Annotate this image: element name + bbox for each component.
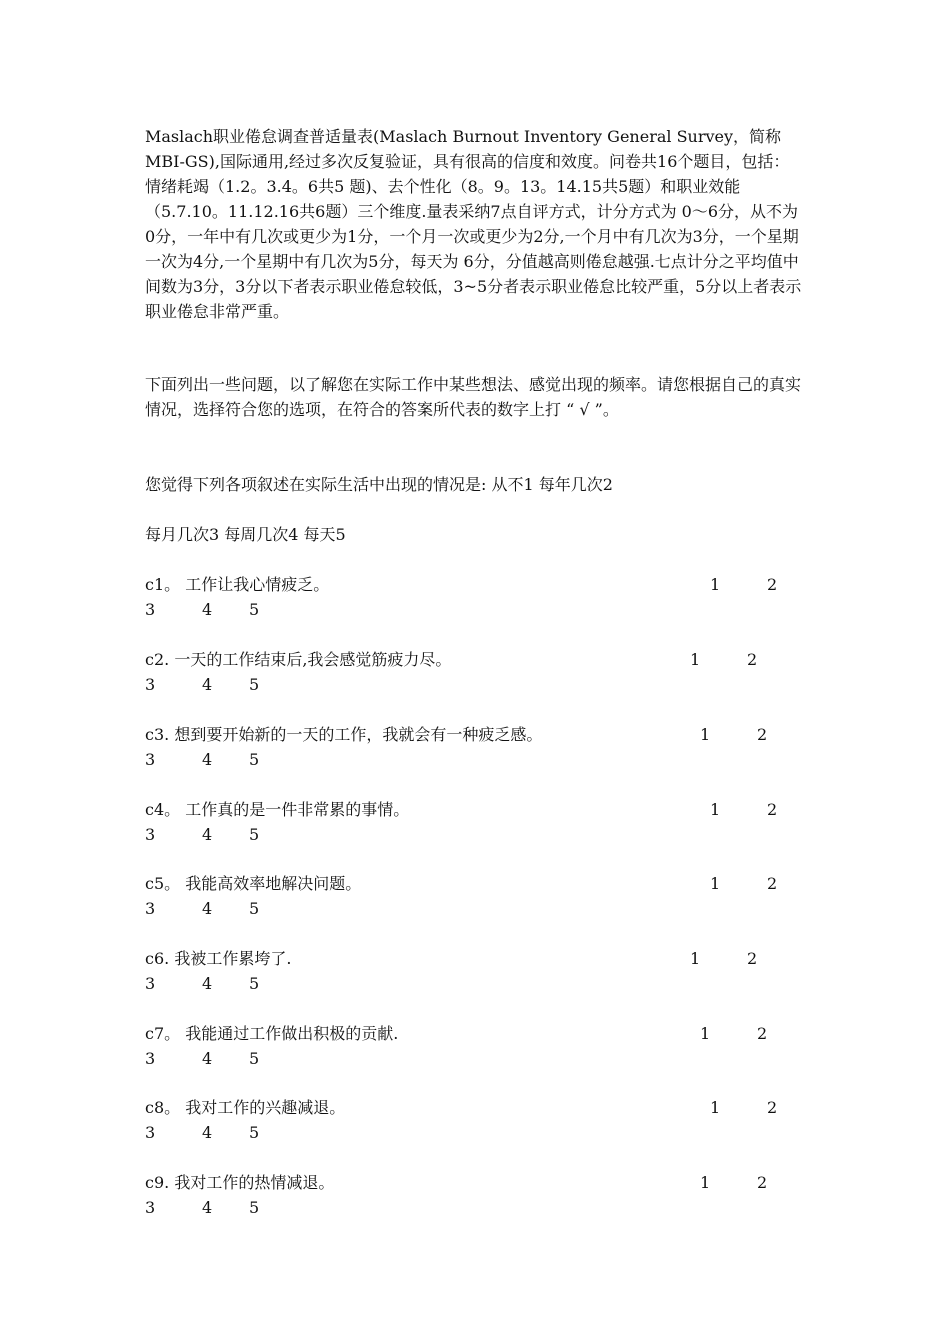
option-5[interactable]: 5: [249, 750, 260, 769]
option-2[interactable]: 2: [757, 1024, 768, 1043]
option-2[interactable]: 2: [747, 650, 758, 669]
option-1[interactable]: 1: [690, 949, 701, 968]
option-5[interactable]: 5: [249, 1198, 260, 1217]
item-question: c3. 想到要开始新的一天的工作，我就会有一种疲乏感。: [145, 725, 543, 744]
option-1[interactable]: 1: [690, 650, 701, 669]
instruction-paragraph: 下面列出一些问题，以了解您在实际工作中某些想法、感觉出现的频率。请您根据自己的真实情况，选择符合您的选项，在符合的答案所代表的数字上打 “ √ ”。: [145, 375, 802, 419]
survey-item-c4: [145, 797, 805, 847]
item-question: c9. 我对工作的热情减退。: [145, 1173, 335, 1192]
item-question: c8。 我对工作的兴趣减退。: [145, 1098, 346, 1117]
option-5[interactable]: 5: [249, 600, 260, 619]
option-2[interactable]: 2: [757, 1173, 768, 1192]
item-question: c1。 工作让我心情疲乏。: [145, 575, 330, 594]
option-3[interactable]: 3: [145, 1123, 156, 1142]
item-question: c4。 工作真的是一件非常累的事情。: [145, 800, 410, 819]
option-3[interactable]: 3: [145, 750, 156, 769]
option-4[interactable]: 4: [202, 974, 213, 993]
option-2[interactable]: 2: [747, 949, 758, 968]
intro-paragraph: Maslach职业倦怠调查普适量表(Maslach Burnout Inventory General Survey，简称MBI-GS),国际通用,经过多次反复验证，具有很高的信度和效度。问卷共16个题目，包括：情绪耗竭（1.2。3.4。6共5 题)、去个性化（8。9。13。14.15共5题）和职业效能（5.7.10。11.12.16共6题）三个维度.量表采纳7点自评方式，计分方式为 0～6分，从不为0分，一年中有几次或更少为1分，一个月一次或更少为2分,一个月中有几次为3分，一个星期一次为4分,一个星期中有几次为5分，每天为 6分，分值越高则倦怠越强.七点计分之平均值中间数为3分，3分以下者表示职业倦怠较低，3~5分者表示职业倦怠比较严重，5分以上者表示职业倦怠非常严重。: [145, 127, 802, 321]
option-2[interactable]: 2: [757, 725, 768, 744]
option-5[interactable]: 5: [249, 899, 260, 918]
survey-item-c6: [145, 946, 805, 996]
option-3[interactable]: 3: [145, 1198, 156, 1217]
option-2[interactable]: 2: [767, 575, 778, 594]
option-5[interactable]: 5: [249, 1049, 260, 1068]
option-3[interactable]: 3: [145, 899, 156, 918]
item-question: c2. 一天的工作结束后,我会感觉筋疲力尽。: [145, 650, 452, 669]
option-3[interactable]: 3: [145, 1049, 156, 1068]
survey-item-c1: [145, 572, 805, 622]
option-2[interactable]: 2: [767, 800, 778, 819]
option-4[interactable]: 4: [202, 750, 213, 769]
option-4[interactable]: 4: [202, 825, 213, 844]
scale-legend-line2: 每月几次3 每周几次4 每天5: [145, 525, 346, 544]
option-1[interactable]: 1: [700, 1024, 711, 1043]
option-5[interactable]: 5: [249, 1123, 260, 1142]
option-1[interactable]: 1: [700, 725, 711, 744]
option-4[interactable]: 4: [202, 1123, 213, 1142]
option-1[interactable]: 1: [700, 1173, 711, 1192]
option-4[interactable]: 4: [202, 600, 213, 619]
option-2[interactable]: 2: [767, 1098, 778, 1117]
item-question: c6. 我被工作累垮了.: [145, 949, 292, 968]
item-question: c7。 我能通过工作做出积极的贡献.: [145, 1024, 399, 1043]
option-4[interactable]: 4: [202, 1049, 213, 1068]
option-1[interactable]: 1: [710, 874, 721, 893]
option-5[interactable]: 5: [249, 974, 260, 993]
option-4[interactable]: 4: [202, 899, 213, 918]
option-3[interactable]: 3: [145, 675, 156, 694]
option-2[interactable]: 2: [767, 874, 778, 893]
survey-item-c9: [145, 1170, 805, 1220]
option-5[interactable]: 5: [249, 825, 260, 844]
option-3[interactable]: 3: [145, 600, 156, 619]
survey-item-c2: [145, 647, 805, 697]
item-question: c5。 我能高效率地解决问题。: [145, 874, 362, 893]
survey-item-c7: [145, 1021, 805, 1071]
option-3[interactable]: 3: [145, 974, 156, 993]
scale-legend-line1: 您觉得下列各项叙述在实际生活中出现的情况是: 从不1 每年几次2: [145, 475, 613, 494]
option-1[interactable]: 1: [710, 800, 721, 819]
survey-item-c3: [145, 722, 805, 772]
survey-item-c5: [145, 871, 805, 921]
survey-item-c8: [145, 1095, 805, 1145]
option-5[interactable]: 5: [249, 675, 260, 694]
option-3[interactable]: 3: [145, 825, 156, 844]
option-4[interactable]: 4: [202, 675, 213, 694]
option-4[interactable]: 4: [202, 1198, 213, 1217]
option-1[interactable]: 1: [710, 1098, 721, 1117]
option-1[interactable]: 1: [710, 575, 721, 594]
